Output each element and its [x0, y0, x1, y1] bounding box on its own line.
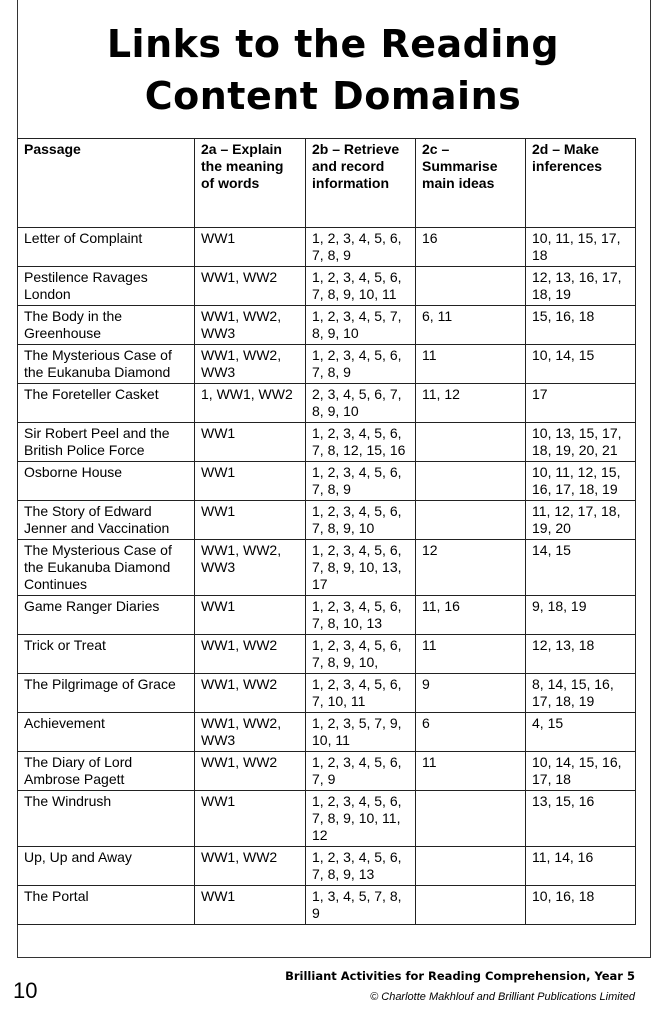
explain-words-cell: WW1: [195, 791, 306, 847]
table-row: [18, 713, 636, 752]
inferences-cell: 10, 13, 15, 17, 18, 19, 20, 21: [526, 423, 636, 462]
summarise-cell: [416, 791, 526, 847]
passage-cell: Osborne House: [18, 462, 195, 501]
retrieve-info-cell: 1, 2, 3, 4, 5, 6, 7, 8, 9, 10, 13, 17: [306, 540, 416, 596]
table-row: [18, 306, 636, 345]
table-row: [18, 635, 636, 674]
passage-cell: Trick or Treat: [18, 635, 195, 674]
explain-words-cell: WW1: [195, 596, 306, 635]
table-row: [18, 791, 636, 847]
summarise-cell: [416, 462, 526, 501]
retrieve-info-cell: 1, 2, 3, 4, 5, 6, 7, 8, 9, 10: [306, 501, 416, 540]
passage-cell: The Story of Edward Jenner and Vaccination: [18, 501, 195, 540]
explain-words-cell: WW1: [195, 228, 306, 267]
inferences-cell: 12, 13, 18: [526, 635, 636, 674]
inferences-cell: 10, 14, 15, 16, 17, 18: [526, 752, 636, 791]
passage-cell: Sir Robert Peel and the British Police Force: [18, 423, 195, 462]
page-title: [0, 18, 666, 122]
table-row: [18, 267, 636, 306]
summarise-cell: [416, 267, 526, 306]
explain-words-cell: WW1, WW2: [195, 847, 306, 886]
explain-words-cell: WW1, WW2: [195, 752, 306, 791]
passage-cell: The Mysterious Case of the Eukanuba Diamond Continues: [18, 540, 195, 596]
summarise-cell: [416, 847, 526, 886]
header-passage: Passage: [18, 139, 195, 228]
explain-words-cell: WW1, WW2, WW3: [195, 345, 306, 384]
table-row: [18, 596, 636, 635]
summarise-cell: 16: [416, 228, 526, 267]
retrieve-info-cell: 1, 2, 3, 4, 5, 6, 7, 8, 9, 10,: [306, 635, 416, 674]
retrieve-info-cell: 1, 2, 3, 4, 5, 6, 7, 10, 11: [306, 674, 416, 713]
book-title: Brilliant Activities for Reading Comprehension, Year 5: [285, 969, 635, 983]
retrieve-info-cell: 1, 2, 3, 4, 5, 6, 7, 8, 9, 13: [306, 847, 416, 886]
summarise-cell: 11, 12: [416, 384, 526, 423]
explain-words-cell: WW1: [195, 886, 306, 925]
retrieve-info-cell: 2, 3, 4, 5, 6, 7, 8, 9, 10: [306, 384, 416, 423]
passage-cell: The Foreteller Casket: [18, 384, 195, 423]
retrieve-info-cell: 1, 2, 3, 4, 5, 6, 7, 8, 9: [306, 345, 416, 384]
summarise-cell: 9: [416, 674, 526, 713]
inferences-cell: 14, 15: [526, 540, 636, 596]
summarise-cell: [416, 423, 526, 462]
table-row: [18, 886, 636, 925]
retrieve-info-cell: 1, 2, 3, 5, 7, 9, 10, 11: [306, 713, 416, 752]
inferences-cell: 11, 12, 17, 18, 19, 20: [526, 501, 636, 540]
retrieve-info-cell: 1, 3, 4, 5, 7, 8, 9: [306, 886, 416, 925]
copyright-notice: © Charlotte Makhlouf and Brilliant Publications Limited: [370, 991, 635, 1003]
explain-words-cell: WW1, WW2: [195, 674, 306, 713]
explain-words-cell: 1, WW1, WW2: [195, 384, 306, 423]
explain-words-cell: WW1: [195, 423, 306, 462]
table-row: [18, 384, 636, 423]
table-row: [18, 847, 636, 886]
inferences-cell: 10, 11, 15, 17, 18: [526, 228, 636, 267]
inferences-cell: 8, 14, 15, 16, 17, 18, 19: [526, 674, 636, 713]
retrieve-info-cell: 1, 2, 3, 4, 5, 6, 7, 8, 10, 13: [306, 596, 416, 635]
summarise-cell: 11: [416, 752, 526, 791]
page-number: 10: [13, 978, 38, 1003]
explain-words-cell: WW1, WW2: [195, 267, 306, 306]
inferences-cell: 4, 15: [526, 713, 636, 752]
retrieve-info-cell: 1, 2, 3, 4, 5, 6, 7, 8, 9: [306, 462, 416, 501]
passage-cell: The Body in the Greenhouse: [18, 306, 195, 345]
passage-cell: Game Ranger Diaries: [18, 596, 195, 635]
retrieve-info-cell: 1, 2, 3, 4, 5, 6, 7, 8, 9, 10, 11: [306, 267, 416, 306]
passage-cell: The Windrush: [18, 791, 195, 847]
retrieve-info-cell: 1, 2, 3, 4, 5, 7, 8, 9, 10: [306, 306, 416, 345]
header-2c: 2c – Summarise main ideas: [416, 139, 526, 228]
summarise-cell: [416, 501, 526, 540]
table-row: [18, 462, 636, 501]
table-row: [18, 752, 636, 791]
inferences-cell: 10, 11, 12, 15, 16, 17, 18, 19: [526, 462, 636, 501]
inferences-cell: 9, 18, 19: [526, 596, 636, 635]
table-row: [18, 501, 636, 540]
inferences-cell: 11, 14, 16: [526, 847, 636, 886]
summarise-cell: [416, 886, 526, 925]
retrieve-info-cell: 1, 2, 3, 4, 5, 6, 7, 8, 9: [306, 228, 416, 267]
passage-cell: Letter of Complaint: [18, 228, 195, 267]
header-2a: 2a – Explain the meaning of words: [195, 139, 306, 228]
header-2d: 2d – Make inferences: [526, 139, 636, 228]
inferences-cell: 10, 16, 18: [526, 886, 636, 925]
content-domains-table: [17, 138, 636, 925]
passage-cell: Achievement: [18, 713, 195, 752]
retrieve-info-cell: 1, 2, 3, 4, 5, 6, 7, 8, 12, 15, 16: [306, 423, 416, 462]
explain-words-cell: WW1: [195, 501, 306, 540]
title-line-1: Links to the Reading: [106, 22, 560, 66]
summarise-cell: 6, 11: [416, 306, 526, 345]
table-body: [18, 228, 636, 925]
inferences-cell: 12, 13, 16, 17, 18, 19: [526, 267, 636, 306]
passage-cell: Up, Up and Away: [18, 847, 195, 886]
header-2b: 2b – Retrieve and record information: [306, 139, 416, 228]
inferences-cell: 13, 15, 16: [526, 791, 636, 847]
passage-cell: Pestilence Ravages London: [18, 267, 195, 306]
explain-words-cell: WW1, WW2, WW3: [195, 540, 306, 596]
table-row: [18, 674, 636, 713]
retrieve-info-cell: 1, 2, 3, 4, 5, 6, 7, 9: [306, 752, 416, 791]
inferences-cell: 17: [526, 384, 636, 423]
inferences-cell: 10, 14, 15: [526, 345, 636, 384]
passage-cell: The Mysterious Case of the Eukanuba Diamond: [18, 345, 195, 384]
table-row: [18, 540, 636, 596]
table-row: [18, 228, 636, 267]
table-row: [18, 423, 636, 462]
table-header-row: [18, 139, 636, 228]
summarise-cell: 11, 16: [416, 596, 526, 635]
title-line-2: Content Domains: [144, 74, 522, 118]
retrieve-info-cell: 1, 2, 3, 4, 5, 6, 7, 8, 9, 10, 11, 12: [306, 791, 416, 847]
passage-cell: The Pilgrimage of Grace: [18, 674, 195, 713]
explain-words-cell: WW1, WW2, WW3: [195, 306, 306, 345]
summarise-cell: 11: [416, 635, 526, 674]
summarise-cell: 11: [416, 345, 526, 384]
explain-words-cell: WW1, WW2, WW3: [195, 713, 306, 752]
explain-words-cell: WW1: [195, 462, 306, 501]
explain-words-cell: WW1, WW2: [195, 635, 306, 674]
table-row: [18, 345, 636, 384]
summarise-cell: 6: [416, 713, 526, 752]
passage-cell: The Portal: [18, 886, 195, 925]
summarise-cell: 12: [416, 540, 526, 596]
inferences-cell: 15, 16, 18: [526, 306, 636, 345]
passage-cell: The Diary of Lord Ambrose Pagett: [18, 752, 195, 791]
